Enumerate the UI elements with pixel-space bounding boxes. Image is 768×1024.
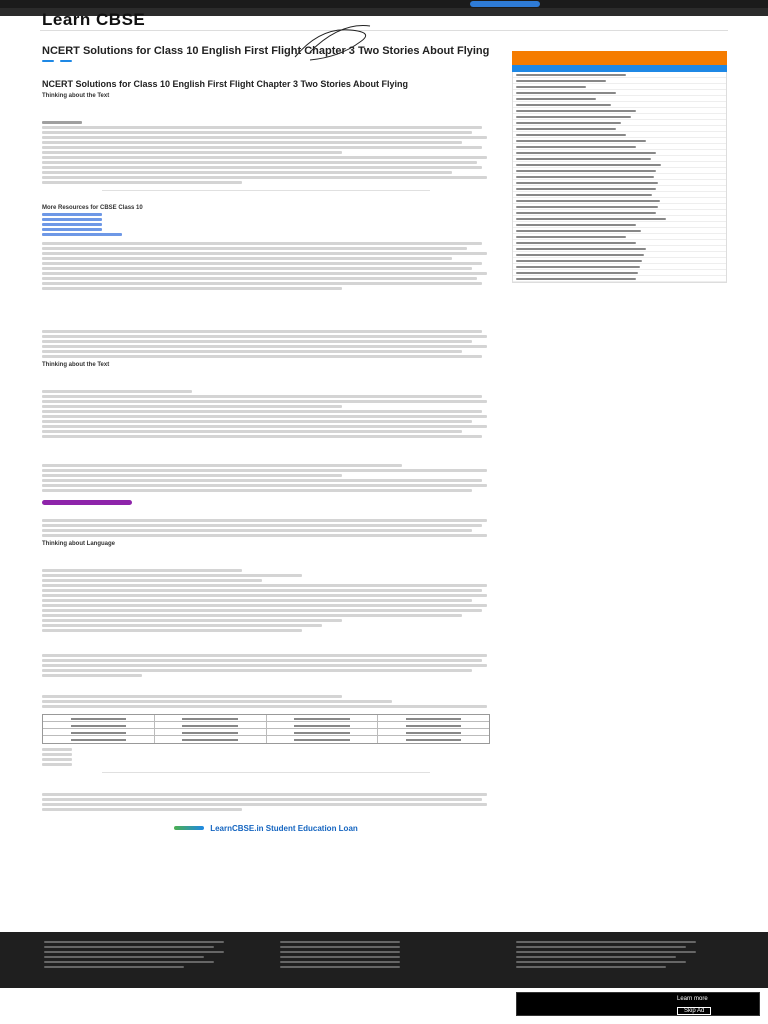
- resource-link[interactable]: [42, 228, 102, 231]
- resources-list: [42, 213, 490, 236]
- answer-list: [42, 748, 490, 766]
- question-block: [42, 695, 490, 708]
- section-heading: NCERT Solutions for Class 10 English First Flight Chapter 3 Two Stories About Flying: [42, 79, 409, 89]
- tag-list: [42, 60, 490, 62]
- disclaimer-block: [42, 793, 490, 811]
- banner-logo-icon: [174, 826, 204, 830]
- top-navigation-bar: [0, 0, 768, 8]
- skip-ad-button[interactable]: Skip Ad: [677, 1007, 711, 1015]
- ad-placeholder-divider: [102, 190, 430, 191]
- article-title: NCERT Solutions for Class 10 English First Flight Chapter 3 Two Stories About Flying: [42, 45, 490, 57]
- footer-column: [44, 938, 244, 968]
- question-block: [42, 464, 490, 492]
- ad-placeholder-divider: [102, 772, 430, 773]
- resource-link[interactable]: [42, 213, 102, 216]
- site-logo[interactable]: Learn CBSE: [42, 10, 146, 29]
- article-main: [42, 46, 490, 835]
- resource-link[interactable]: [42, 218, 102, 221]
- resource-link[interactable]: [42, 223, 102, 226]
- subsection-heading: Thinking about the Text: [42, 362, 110, 368]
- tag-link[interactable]: [42, 60, 54, 62]
- sidebar-link[interactable]: [513, 276, 726, 282]
- subsection-heading: Thinking about the Text: [42, 93, 110, 99]
- question-block: [42, 330, 490, 358]
- question-block: [42, 569, 490, 632]
- footer-column: [280, 938, 480, 968]
- sidebar: [512, 51, 727, 283]
- question-block: [42, 519, 490, 537]
- banner-text: LearnCBSE.in Student Education Loan: [210, 823, 358, 833]
- question-block: [42, 242, 490, 290]
- footer: [0, 932, 768, 988]
- table-row: [43, 736, 489, 743]
- education-loan-banner[interactable]: [42, 821, 490, 835]
- answer-table: [42, 714, 490, 744]
- promo-button[interactable]: [470, 1, 540, 7]
- promo-pill-button[interactable]: [42, 500, 132, 505]
- table-row: [43, 722, 489, 729]
- resource-link[interactable]: [42, 233, 122, 236]
- video-ad-overlay[interactable]: [516, 992, 760, 1016]
- question-block: [42, 121, 490, 184]
- question-block: [42, 390, 490, 438]
- sidebar-header[interactable]: [512, 51, 727, 65]
- sidebar-subheader[interactable]: [512, 65, 727, 72]
- header-divider: [40, 30, 728, 31]
- learn-more-button[interactable]: Learn more: [677, 996, 708, 1002]
- table-row: [43, 729, 489, 736]
- sidebar-link-list: [512, 72, 727, 283]
- resources-heading: More Resources for CBSE Class 10: [42, 205, 143, 211]
- footer-column: [516, 938, 716, 968]
- question-block: [42, 654, 490, 677]
- tag-link[interactable]: [60, 60, 72, 62]
- subsection-heading: Thinking about Language: [42, 541, 115, 547]
- table-row: [43, 715, 489, 722]
